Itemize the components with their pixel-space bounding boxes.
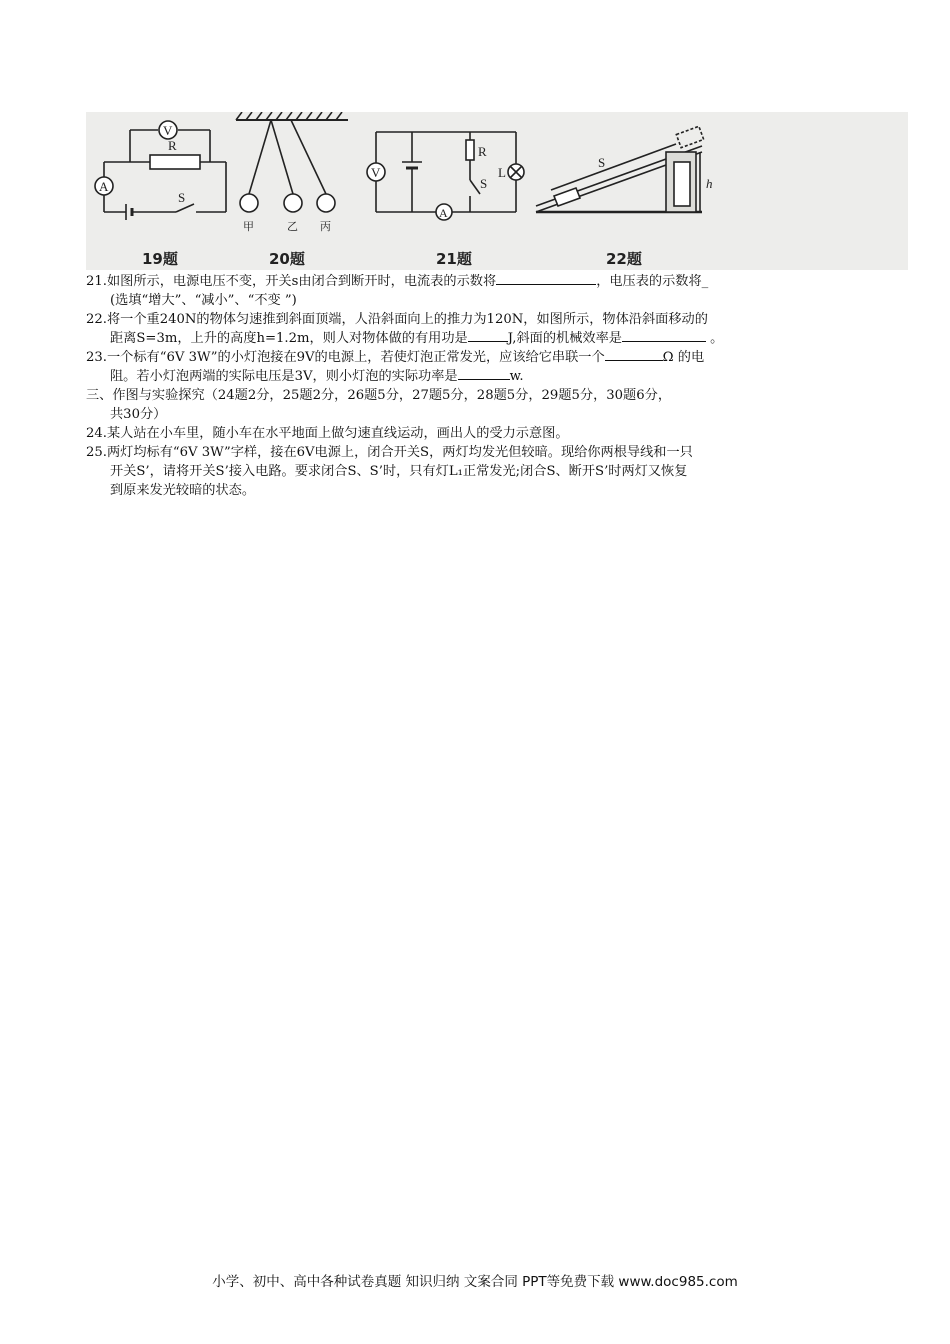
q21-blank-1 [496,272,596,285]
q23-line-1 [86,348,876,367]
q21-line-1 [86,272,876,291]
fig19-label-r: R [168,138,177,153]
fig20-label-yi: 乙 [287,220,298,233]
q23-blank-2 [458,367,510,380]
q23-blank-1 [605,348,663,361]
q22-blank-2 [622,329,706,342]
fig19-label-s: S [178,190,186,205]
q22-blank-1 [468,329,508,342]
q21-line-2: (选填“增大”、“减小”、“不变 ”) [110,293,297,308]
caption-19: 19题 [142,250,178,268]
figure-20-pendulums [236,112,348,212]
q22-text-a: 距离S=3m，上升的高度h=1.2m，则人对物体做的有用功是 [110,331,468,346]
q23-line-2 [86,367,876,386]
section3-line-1: 三、作图与实验探究（24题2分，25题2分，26题5分，27题5分，28题5分，29题5分，30题6分， [86,388,672,403]
q22-text-c: 。 [705,331,724,346]
section3-line-2: 共30分） [110,407,167,422]
q23-text-c: 阻。若小灯泡两端的实际电压是3V，则小灯泡的实际功率是 [110,369,458,384]
q21-text-2: ，电压表的示数将_ [596,274,709,289]
caption-20: 20题 [269,250,305,268]
caption-22: 22题 [606,250,642,268]
footer-download-line: 小学、初中、高中各种试卷真题 知识归纳 文案合同 PPT等免费下载 www.doc985.com [212,1274,738,1290]
q22-line-2 [86,329,876,348]
fig21-label-a: A [439,206,448,220]
fig20-label-jia: 甲 [243,220,254,233]
q22-text-b: J,斜面的机械效率是 [507,331,622,346]
questions-block [86,272,876,500]
fig20-label-bing: 丙 [320,220,331,233]
caption-21: 21题 [436,250,472,268]
fig21-label-r: R [478,144,487,159]
q23-text-a: 23.一个标有“6V 3W”的小灯泡接在9V的电源上，若使灯泡正常发光，应该给它串联一个 [86,350,605,365]
q25-line-2: 开关S’，请将开关S’接入电路。要求闭合S、S’时，只有灯L₁正常发光;闭合S、断开S’时两灯又恢复 [110,464,688,479]
fig21-label-s: S [480,176,488,191]
fig21-label-l: L [498,165,506,180]
fig21-label-v: V [371,165,381,180]
q25-line-1: 25.两灯均标有“6V 3W”字样，接在6V电源上，闭合开关S，两灯均发光但较暗。现给你两根导线和一只 [86,445,693,460]
q22-line-1: 22.将一个重240N的物体匀速推到斜面顶端，人沿斜面向上的推力为120N，如图所示，物体沿斜面移动的 [86,312,708,327]
q25-line-3: 到原来发光较暗的状态。 [110,483,256,498]
q24-line-1: 24.某人站在小车里，随小车在水平地面上做匀速直线运动，画出人的受力示意图。 [86,426,569,441]
fig22-label-s: S [598,155,606,170]
figure-19-circuit [95,121,226,220]
figure-22-incline [536,126,704,212]
figures-svg [86,112,908,270]
q23-text-b: Ω 的电 [662,350,705,365]
fig22-label-h: h [706,176,713,191]
q21-text-1: 21.如图所示，电源电压不变，开关s由闭合到断开时，电流表的示数将 [86,274,497,289]
figure-strip [86,112,908,270]
fig19-label-v: V [163,123,173,138]
fig19-label-a: A [99,179,109,194]
q23-text-d: w. [509,369,524,384]
